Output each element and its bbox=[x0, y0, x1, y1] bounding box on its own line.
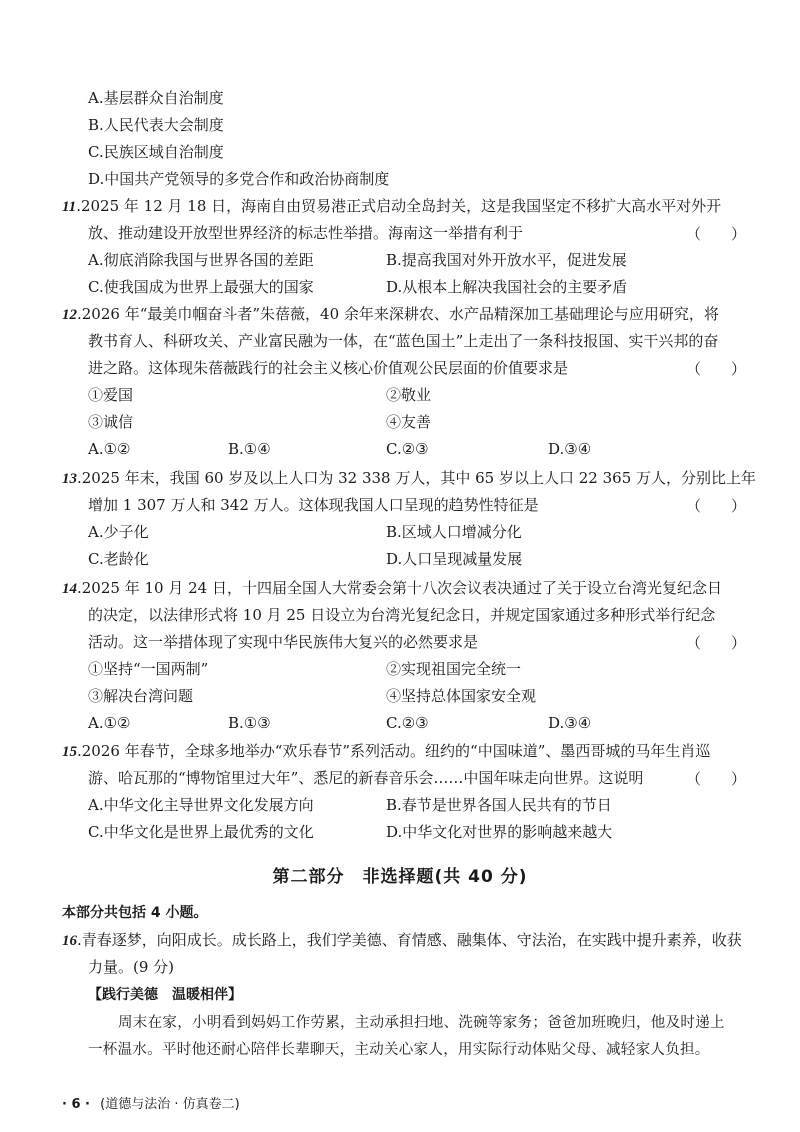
q13-stem-line2: 增加 1 307 万人和 342 万人。这体现我国人口呈现的趋势性特征是 bbox=[88, 496, 539, 514]
material-paragraph-line1: 周末在家，小明看到妈妈工作劳累，主动承担扫地、洗碗等家务；爸爸加班晚归，他及时递上 bbox=[118, 1015, 725, 1031]
q13-stem-line1: 13.2025 年末，我国 60 岁及以上人口为 32 338 万人，其中 65 岁以上人口 22 365 万人，分别比上年 bbox=[62, 469, 757, 487]
question-number: 14 bbox=[62, 581, 77, 597]
section-intro: 本部分共包括 4 小题。 bbox=[62, 905, 208, 921]
material-paragraph-line2: 一杯温水。平时他还耐心陪伴长辈聊天，主动关心家人，用实际行动体贴父母、减轻家人负担。 bbox=[88, 1042, 710, 1058]
q14-item-2: ②实现祖国完全统一 bbox=[386, 660, 522, 678]
question-number: 16 bbox=[62, 933, 77, 949]
q16-stem-line2: 力量。(9 分) bbox=[88, 958, 175, 976]
q15-stem-line2: 游、哈瓦那的“博物馆里过大年”、悉尼的新春音乐会……中国年味走向世界。这说明 bbox=[88, 769, 644, 787]
q12-option-a: A.①② bbox=[88, 440, 131, 458]
q15-option-c: C.中华文化是世界上最优秀的文化 bbox=[88, 823, 314, 841]
q12-option-d: D.③④ bbox=[548, 440, 592, 458]
answer-paren: （ ） bbox=[685, 225, 746, 243]
q13-option-c: C.老龄化 bbox=[88, 550, 149, 568]
q11-option-c: C.使我国成为世界上最强大的国家 bbox=[88, 278, 314, 296]
answer-paren: （ ） bbox=[685, 360, 746, 378]
question-number: 15 bbox=[62, 744, 77, 760]
page-footer bbox=[62, 1093, 240, 1112]
q10-option-d: D.中国共产党领导的多党合作和政治协商制度 bbox=[88, 170, 390, 188]
answer-paren: （ ） bbox=[685, 770, 746, 788]
q12-option-b: B.①④ bbox=[228, 440, 271, 458]
question-number: 12 bbox=[62, 307, 77, 323]
q12-stem-line2: 教书育人、科研攻关、产业富民融为一体，在“蓝色国土”上走出了一条科技报国、实干兴邦的奋 bbox=[88, 332, 719, 350]
q16-stem-line1: 16.青春逐梦，向阳成长。成长路上，我们学美德、育情感、融集体、守法治，在实践中提升素养，收获 bbox=[62, 931, 742, 949]
q14-option-d: D.③④ bbox=[548, 714, 592, 732]
q14-item-4: ④坚持总体国家安全观 bbox=[386, 687, 537, 705]
q12-stem-line3: 进之路。这体现朱蓓薇践行的社会主义核心价值观公民层面的价值要求是 bbox=[88, 359, 569, 377]
q11-option-d: D.从根本上解决我国社会的主要矛盾 bbox=[386, 278, 628, 296]
q15-option-b: B.春节是世界各国人民共有的节日 bbox=[386, 796, 612, 814]
q14-stem-line3: 活动。这一举措体现了实现中华民族伟大复兴的必然要求是 bbox=[88, 633, 479, 651]
q13-option-b: B.区域人口增减分化 bbox=[386, 523, 522, 541]
question-number: 13 bbox=[62, 471, 77, 487]
q15-option-a: A.中华文化主导世界文化发展方向 bbox=[88, 796, 314, 814]
answer-paren: （ ） bbox=[685, 634, 746, 652]
q14-option-a: A.①② bbox=[88, 714, 131, 732]
q14-stem-line1: 14.2025 年 10 月 24 日，十四届全国人大常委会第十八次会议表决通过了关于设立台湾光复纪念日 bbox=[62, 579, 722, 597]
q10-option-a: A.基层群众自治制度 bbox=[88, 89, 224, 107]
q10-option-b: B.人民代表大会制度 bbox=[88, 116, 224, 134]
q11-stem-line1: 11.2025 年 12 月 18 日，海南自由贸易港正式启动全岛封关，这是我国坚定不移扩大高水平对外开 bbox=[62, 197, 722, 215]
answer-paren: （ ） bbox=[685, 497, 746, 515]
footer-label: (道德与法治 · 仿真卷二) bbox=[100, 1097, 240, 1112]
q14-option-c: C.②③ bbox=[386, 714, 429, 732]
page-number: · 6 · bbox=[62, 1097, 90, 1112]
q12-option-c: C.②③ bbox=[386, 440, 429, 458]
q12-item-3: ③诚信 bbox=[88, 413, 134, 431]
q12-item-1: ①爱国 bbox=[88, 386, 134, 404]
subheading: 【践行美德 温暖相伴】 bbox=[88, 987, 242, 1003]
q12-stem-line1: 12.2026 年“最美巾帼奋斗者”朱蓓薇，40 余年来深耕农、水产品精深加工基础理论与应用研究，将 bbox=[62, 305, 719, 323]
q14-item-3: ③解决台湾问题 bbox=[88, 687, 194, 705]
q11-option-b: B.提高我国对外开放水平，促进发展 bbox=[386, 251, 627, 269]
q13-option-d: D.人口呈现减量发展 bbox=[386, 550, 523, 568]
question-number: 11 bbox=[62, 199, 77, 215]
q14-stem-line2: 的决定，以法律形式将 10 月 25 日设立为台湾光复纪念日，并规定国家通过多种形式举行纪念 bbox=[88, 606, 716, 624]
section-title: 第二部分 非选择题(共 40 分) bbox=[272, 867, 528, 887]
q13-option-a: A.少子化 bbox=[88, 523, 149, 541]
q11-option-a: A.彻底消除我国与世界各国的差距 bbox=[88, 251, 314, 269]
q14-option-b: B.①③ bbox=[228, 714, 271, 732]
q10-option-c: C.民族区域自治制度 bbox=[88, 143, 224, 161]
q15-stem-line1: 15.2026 年春节，全球多地举办“欢乐春节”系列活动。纽约的“中国味道”、墨西哥城的马年生肖巡 bbox=[62, 742, 711, 760]
q11-stem-line2: 放、推动建设开放型世界经济的标志性举措。海南这一举措有利于 bbox=[88, 224, 524, 242]
q15-option-d: D.中华文化对世界的影响越来越大 bbox=[386, 823, 613, 841]
q14-item-1: ①坚持“一国两制” bbox=[88, 660, 209, 678]
q12-item-2: ②敬业 bbox=[386, 386, 432, 404]
q12-item-4: ④友善 bbox=[386, 413, 432, 431]
